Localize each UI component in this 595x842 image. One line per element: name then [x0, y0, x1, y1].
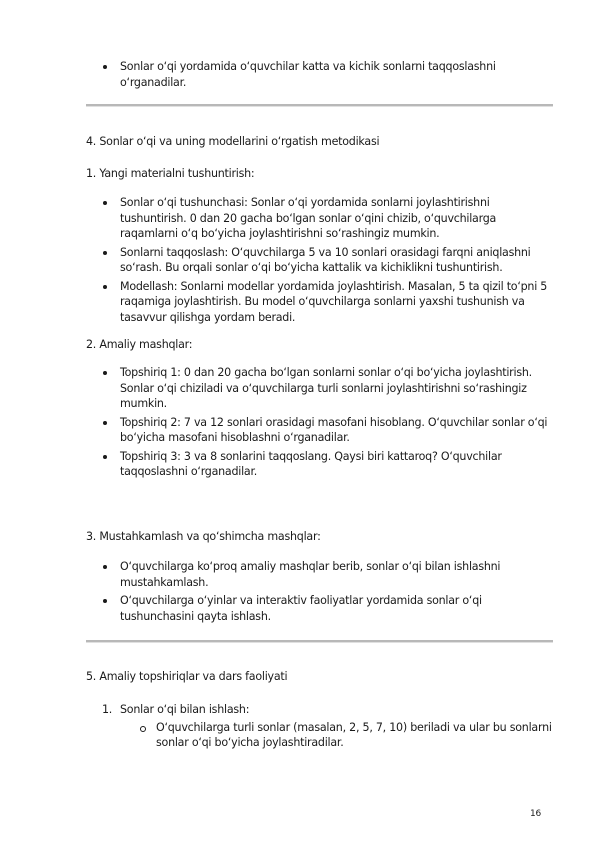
circle-bullet-icon	[140, 726, 146, 732]
bullet-icon	[103, 65, 107, 69]
bullet-icon	[103, 455, 107, 459]
list-item-text: Modellash: Sonlarni modellar yordamida joylashtirish. Masalan, 5 ta qizil to‘pni 5 raqamiga joylashtirish. Bu model o‘quvchilarga sonlarni yaxshi tushunish va tasavvur qilishga yordam beradi.	[120, 279, 548, 324]
list-item-text: Sonlar o‘qi tushunchasi: Sonlar o‘qi yordamida sonlarni joylashtirishni tushuntirish. 0 dan 20 gacha bo‘lgan sonlar o‘qini chizib, o‘quvchilarga raqamlarni o‘q bo‘yicha joylashtirishni so‘rashingiz mumkin.	[120, 196, 497, 240]
list-item	[102, 449, 552, 480]
numbered-list-item	[102, 702, 552, 718]
list-item	[102, 365, 552, 412]
horizontal-rule	[86, 640, 553, 643]
bullet-list	[102, 559, 552, 627]
list-item	[102, 195, 552, 242]
list-item	[102, 415, 552, 446]
list-item	[102, 593, 552, 624]
numbered-list	[102, 702, 552, 751]
horizontal-rule	[86, 104, 553, 107]
page-number: 16	[530, 809, 541, 819]
bullet-icon	[103, 371, 107, 375]
bullet-icon	[103, 421, 107, 425]
bullet-list	[102, 195, 552, 328]
bullet-icon	[103, 285, 107, 289]
list-item-text: O‘quvchilarga ko‘proq amaliy mashqlar berib, sonlar o‘qi bilan ishlashni mustahkamlash.	[120, 560, 501, 589]
list-item-text: Topshiriq 1: 0 dan 20 gacha bo‘lgan sonlarni sonlar o‘qi bo‘yicha joylashtirish. Sonlar o‘qi chiziladi va o‘quvchilarga turli sonlarni joylashtirishni so‘rashingiz mumkin.	[120, 366, 532, 410]
subsection-heading: 2. Amaliy mashqlar:	[86, 338, 193, 351]
list-item	[102, 59, 552, 90]
list-item-text: Topshiriq 2: 7 va 12 sonlari orasidagi masofani hisoblang. O‘quvchilar sonlar o‘qi bo‘yicha masofani hisoblashni o‘rganadilar.	[120, 415, 548, 444]
bullet-list	[102, 365, 552, 483]
list-number: 1.	[102, 703, 113, 716]
list-item-text: Topshiriq 3: 3 va 8 sonlarini taqqoslang. Qaysi biri kattaroq? O‘quvchilar taqqoslashni o‘rganadilar.	[120, 449, 502, 478]
bullet-icon	[103, 599, 107, 603]
bullet-icon	[103, 565, 107, 569]
list-item-text: Sonlar o‘qi yordamida o‘quvchilar katta va kichik sonlarni taqqoslashni o‘rganadilar.	[120, 60, 496, 89]
list-item-text: Sonlar o‘qi bilan ishlash:	[120, 703, 250, 716]
section-heading: 5. Amaliy topshiriqlar va dars faoliyati	[86, 670, 288, 683]
list-item	[102, 245, 552, 276]
sub-list-item	[102, 720, 552, 751]
subsection-heading: 1. Yangi materialni tushuntirish:	[86, 167, 255, 180]
bullet-icon	[103, 251, 107, 255]
bullet-icon	[103, 201, 107, 205]
list-item-text: Sonlarni taqqoslash: O‘quvchilarga 5 va 10 sonlari orasidagi farqni aniqlashni so‘rash. Bu orqali sonlar o‘qi bo‘yicha kattalik va kichiklikni tushuntirish.	[120, 245, 531, 274]
list-item-text: O‘quvchilarga turli sonlar (masalan, 2, 5, 7, 10) beriladi va ular bu sonlarni sonlar o‘qi bo‘yicha joylashtiradilar.	[156, 720, 552, 749]
top-bullet-list	[102, 59, 552, 93]
list-item	[102, 559, 552, 590]
subsection-heading: 3. Mustahkamlash va qo‘shimcha mashqlar:	[86, 530, 321, 543]
list-item-text: O‘quvchilarga o‘yinlar va interaktiv faoliyatlar yordamida sonlar o‘qi tushunchasini qayta ishlash.	[120, 594, 482, 623]
section-heading: 4. Sonlar o‘qi va uning modellarini o‘rgatish metodikasi	[86, 135, 380, 148]
list-item	[102, 279, 552, 326]
